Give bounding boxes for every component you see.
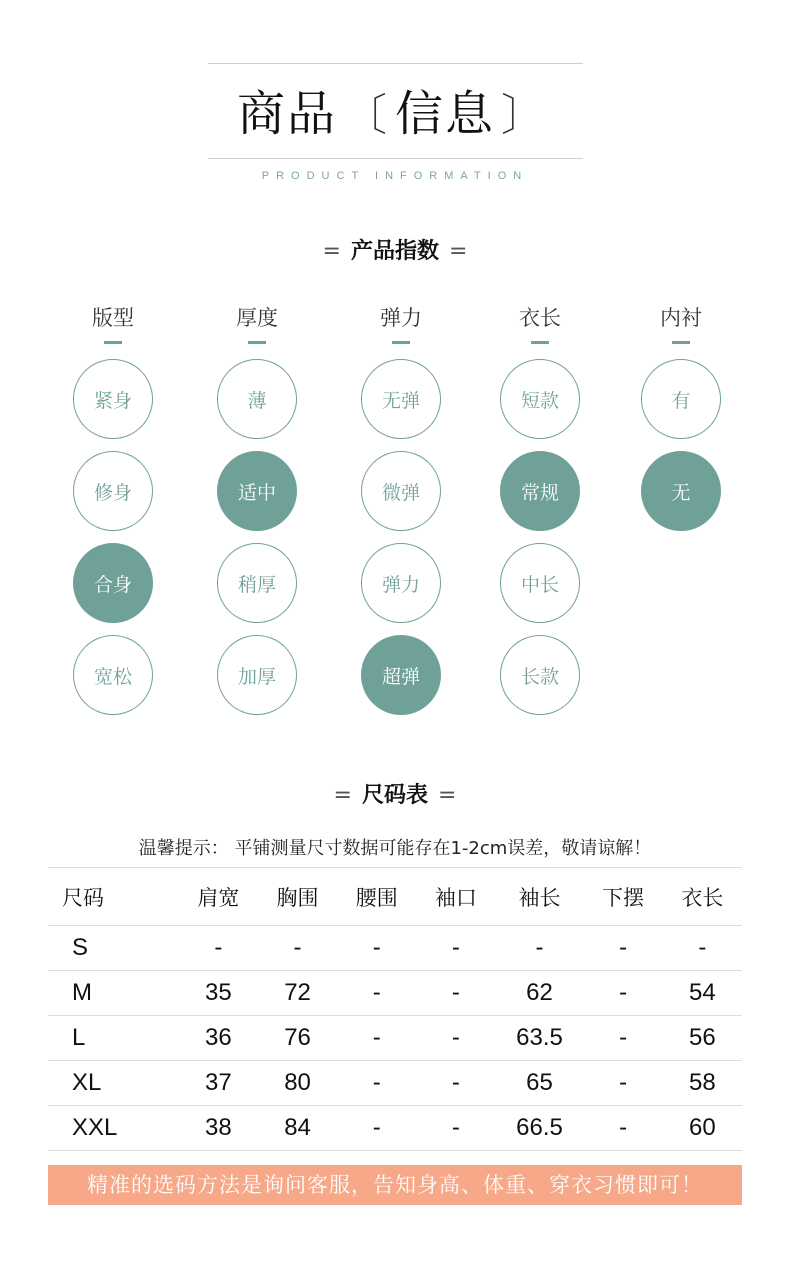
size-cell: -: [416, 1106, 495, 1151]
bracket-open: 〔: [343, 90, 389, 141]
size-cell: 62: [495, 971, 583, 1016]
size-cell: -: [416, 926, 495, 971]
heading-eq-left: =: [322, 239, 341, 264]
index-option: 微弹: [361, 451, 441, 531]
size-cell: -: [258, 926, 337, 971]
size-header-cell: 袖口: [416, 868, 495, 926]
index-option: 短款: [500, 359, 580, 439]
index-option-selected: 适中: [217, 451, 297, 531]
size-cell: 76: [258, 1016, 337, 1061]
size-header-cell: 下摆: [584, 868, 663, 926]
index-option-selected: 常规: [500, 451, 580, 531]
size-cell: 35: [179, 971, 258, 1016]
size-cell: 84: [258, 1106, 337, 1151]
column-label-text: 内衬: [660, 306, 702, 330]
index-option: 修身: [73, 451, 153, 531]
index-option: 薄: [217, 359, 297, 439]
index-heading: [0, 234, 790, 265]
size-header-cell: 腰围: [337, 868, 416, 926]
size-eq-right: =: [438, 783, 457, 808]
size-cell: L: [48, 1016, 179, 1061]
size-table: [48, 867, 742, 1151]
column-underline: [248, 341, 266, 344]
size-advice-banner: 精准的选码方法是询问客服，告知身高、体重、穿衣习惯即可！: [48, 1165, 742, 1205]
size-cell: 36: [179, 1016, 258, 1061]
size-header-cell: 尺码: [48, 868, 179, 926]
size-header-cell: 胸围: [258, 868, 337, 926]
index-heading-text: 产品指数: [350, 239, 439, 264]
size-cell: -: [416, 1061, 495, 1106]
size-cell: S: [48, 926, 179, 971]
size-heading-text: 尺码表: [361, 783, 428, 808]
size-cell: -: [416, 1016, 495, 1061]
index-option: 无弹: [361, 359, 441, 439]
index-column-label: [641, 303, 721, 344]
size-cell: M: [48, 971, 179, 1016]
size-header-cell: 袖长: [495, 868, 583, 926]
size-eq-left: =: [333, 783, 352, 808]
title-left: 商品: [236, 86, 337, 142]
index-column-label: [500, 303, 580, 344]
size-cell: XL: [48, 1061, 179, 1106]
index-option: 长款: [500, 635, 580, 715]
measure-tip: 温馨提示： 平铺测量尺寸数据可能存在1-2cm误差，敬请谅解！: [138, 838, 652, 859]
size-cell: -: [584, 971, 663, 1016]
table-row: [48, 971, 742, 1016]
index-option: 中长: [500, 543, 580, 623]
size-cell: -: [337, 1106, 416, 1151]
size-cell: -: [584, 926, 663, 971]
size-cell: -: [584, 1016, 663, 1061]
title-right: 信息: [395, 86, 496, 142]
size-cell: 58: [663, 1061, 742, 1106]
index-option: 弹力: [361, 543, 441, 623]
size-cell: 60: [663, 1106, 742, 1151]
header-bottom-rule: [208, 158, 583, 159]
column-underline: [392, 341, 410, 344]
size-cell: -: [179, 926, 258, 971]
table-row: [48, 926, 742, 971]
table-row: [48, 1061, 742, 1106]
column-label-text: 弹力: [380, 306, 422, 330]
index-column-label: [73, 303, 153, 344]
size-table-body: [48, 926, 742, 1151]
heading-eq-right: =: [449, 239, 468, 264]
index-option-selected: 超弹: [361, 635, 441, 715]
size-cell: -: [416, 971, 495, 1016]
size-cell: -: [584, 1061, 663, 1106]
index-column-label: [217, 303, 297, 344]
table-row: [48, 1016, 742, 1061]
table-row: [48, 1106, 742, 1151]
bracket-close: 〕: [501, 90, 548, 141]
size-cell: 63.5: [495, 1016, 583, 1061]
index-option: 紧身: [73, 359, 153, 439]
index-option: 宽松: [73, 635, 153, 715]
header-top-rule: [208, 63, 583, 64]
size-table-header: [48, 868, 742, 926]
size-cell: -: [584, 1106, 663, 1151]
index-option: 有: [641, 359, 721, 439]
column-underline: [531, 341, 549, 344]
size-cell: XXL: [48, 1106, 179, 1151]
index-option: 稍厚: [217, 543, 297, 623]
size-cell: 65: [495, 1061, 583, 1106]
size-cell: 54: [663, 971, 742, 1016]
size-cell: 72: [258, 971, 337, 1016]
index-option: 加厚: [217, 635, 297, 715]
size-cell: -: [337, 1061, 416, 1106]
index-option-selected: 合身: [73, 543, 153, 623]
size-cell: -: [663, 926, 742, 971]
column-underline: [672, 341, 690, 344]
size-cell: 80: [258, 1061, 337, 1106]
column-label-text: 厚度: [236, 306, 278, 330]
size-cell: 37: [179, 1061, 258, 1106]
index-option-selected: 无: [641, 451, 721, 531]
column-underline: [104, 341, 122, 344]
column-label-text: 衣长: [519, 306, 561, 330]
size-cell: 56: [663, 1016, 742, 1061]
size-heading: [0, 778, 790, 809]
column-label-text: 版型: [92, 306, 134, 330]
size-cell: -: [337, 971, 416, 1016]
index-column-label: [361, 303, 441, 344]
page-subtitle: PRODUCT INFORMATION: [261, 170, 529, 182]
size-cell: -: [337, 926, 416, 971]
size-cell: -: [337, 1016, 416, 1061]
size-cell: -: [495, 926, 583, 971]
size-header-cell: 肩宽: [179, 868, 258, 926]
size-cell: 66.5: [495, 1106, 583, 1151]
size-cell: 38: [179, 1106, 258, 1151]
page-title: [0, 84, 790, 146]
size-header-cell: 衣长: [663, 868, 742, 926]
